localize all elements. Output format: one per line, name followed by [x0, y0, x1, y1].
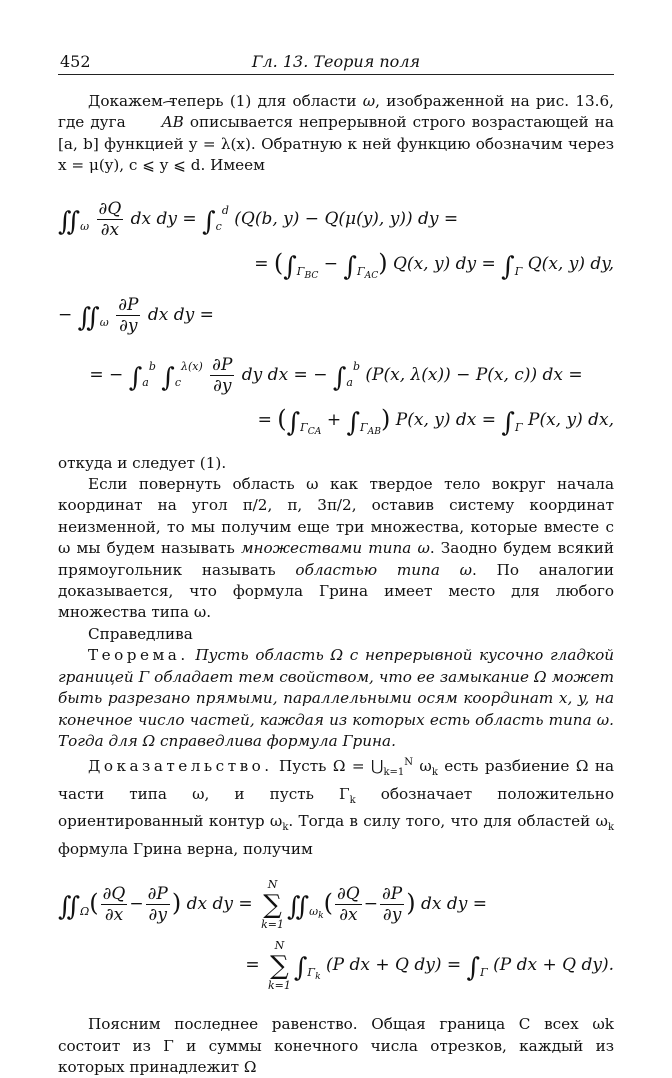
- paragraph-valid: Справедлива: [88, 624, 193, 643]
- page-number: 452: [60, 52, 91, 71]
- theorem: [58, 645, 614, 752]
- chapter-title: Гл. 13. Теория поля: [251, 52, 421, 71]
- theorem-body: Пусть область Ω с непрерывной кусочно гладкой границей Γ обладает тем свойством, что ее замыкание Ω может быть разрезано прямыми, параллельными осям координат x, y, на конечное число частей, каждая из которых есть область типа ω. Тогда для Ω справедлива формула Грина.: [58, 646, 614, 750]
- equation-line-3: − $∬_\omega$ $\frac{\partial P}{\partial y}$ dx dy =: [58, 294, 214, 336]
- equation-line-4: = − $\int_a^b$ $\int_c^{\lambda(x)}$ $\frac{\partial P}{\partial y}$ dy dx = − $\int_a^b$ (P(x, λ(x)) − P(x, c)) dx =: [89, 354, 583, 396]
- proof: Доказательство. Пусть $\Omega = ⋃_{k=1}^N$ $\omega_k$ есть разбиение Ω на части типа ω, и пусть $\Gamma_k$ обозначает положительно ориентированный контур $\omega_k$. Тогда в силу того, что для областей $\omega_k$ формула Грина верна, получим: [58, 757, 615, 858]
- paragraph-rotation: Если повернуть область ω как твердое тело вокруг начала координат на угол π/2, π, 3π/2, оставив систему координат неизменной, то мы получим еще три множества, которые вместе с ω мы будем называть множествами типа ω. Заодно будем всякий прямоугольник называть областью типа ω. По аналогии доказывается, что формула Грина имеет место для любого множества типа ω.: [58, 475, 614, 622]
- paragraph-intro: Докажем теперь (1) для области ω, изображенной на рис. 13.6, где дуга ⁀ AB описывается непрерывной строго возрастающей на [a, b] функцией y = λ(x). Обратную к ней функцию обозначим через x = μ(y), c ⩽ y ⩽ d. Имеем: [58, 91, 614, 177]
- equation-line-1: $∬_\omega$ $\frac{\partial Q}{\partial x}$ dx dy = $\int_c^d$ (Q(b, y) − Q(μ(y), y)) dy =: [58, 198, 459, 240]
- proof-label: Доказательство.: [88, 757, 273, 776]
- equation-line-5: = $(\int_{\Gamma_{CA}} + \int_{\Gamma_{AB}})$ P(x, y) dx = $\int_\Gamma$ P(x, y) dx,: [257, 404, 614, 438]
- paragraph-explain: Поясним последнее равенство. Общая граница C всех ωk состоит из Γ и суммы конечного числа отрезков, каждый из которых принадлежит Ω: [58, 1015, 614, 1076]
- running-header: [58, 50, 614, 75]
- equation-line-2: = $(\int_{\Gamma_{BC}} - \int_{\Gamma_{AC}})$ Q(x, y) dy = $\int_\Gamma$ Q(x, y) dy,: [254, 248, 614, 282]
- equation-2-line-1: $∬_\Omega$( $\frac{\partial Q}{\partial x}$ − $\frac{\partial P}{\partial y}$ ) dx dy = N ∑ $k=1∬_{\omega_k}$( $\frac{\partial Q}{\partial x}$ − $\frac{\partial P}{\partial y}$ ) dx dy =: [58, 877, 488, 931]
- paragraph-conclusion: откуда и следует (1).: [58, 453, 227, 472]
- book-page: [58, 50, 614, 1078]
- equation-2-line-2: = N ∑ $k=1\int_{\Gamma_k}$ (P dx + Q $dy) = \int_\Gamma$ (P dx + Q dy).: [245, 938, 614, 992]
- arc-ab: ⁀ AB: [132, 112, 184, 133]
- theorem-label: Теорема.: [88, 646, 189, 665]
